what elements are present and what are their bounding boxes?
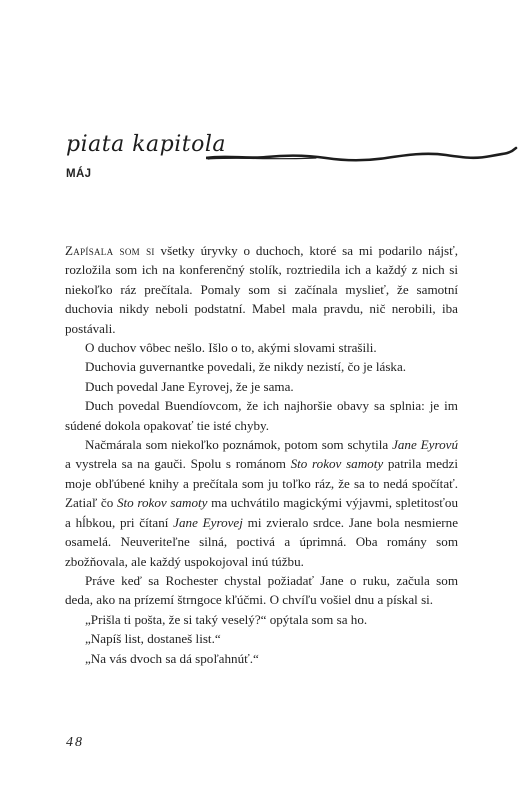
paragraph-text: ma uchvátilo magickými výjavmi, spletitosťou a hĺbkou, pri čítaní [65,495,458,530]
paragraph-lead: Zapísala som si [65,243,155,258]
book-title: Jane Eyrovej [173,514,243,530]
paragraph [65,435,458,571]
paragraph: Práve keď sa Rochester chystal požiadať Jane o ruku, začula som deda, ako na prízemí štrngoce kľúčmi. O chvíľu vošiel dnu a pískal si. [65,572,458,608]
paragraph-text: a vystrela sa na gauči. Spolu s románom [65,456,291,472]
dialogue-line: „Prišla ti pošta, že si taký veselý?“ opýtala som sa ho. [85,611,368,627]
paragraph: Duch povedal Jane Eyrovej, že je sama. [85,378,294,394]
dialogue-line: „Napíš list, dostaneš list.“ [85,631,221,647]
paragraph-text: mi zvieralo srdce. Jane bola nesmierne osamelá. Neuveriteľne silná, poctivá a úprimná. Oba romány som zbožňovala, ale každý uspokojoval inú túžbu. [65,514,459,569]
paragraph: Duch povedal Buendíovcom, že ich najhoršie obavy sa splnia: je im súdené dokola opakovať tie isté chyby. [65,398,458,433]
page-number: 48 [66,735,84,750]
chapter-title: piata kapitola [66,132,226,157]
body-text [65,241,458,668]
chapter-heading [66,124,520,184]
chapter-subtitle: MÁJ [66,168,92,180]
dialogue-line: „Na vás dvoch sa dá spoľahnúť.“ [85,650,259,666]
book-title: Sto rokov samoty [116,495,208,511]
wavy-rule-icon [206,128,520,168]
paragraph-text: Načmárala som niekoľko poznámok, potom som schytila [85,437,393,453]
paragraph [65,241,458,338]
book-title: Jane Eyrovú [392,437,458,453]
book-title: Sto rokov samoty [290,456,384,472]
paragraph-text: patrila medzi moje obľúbené knihy a prečítala som ju toľko ráz, že sa to nedá spočítať. Zatiaľ čo [65,456,459,511]
paragraph-text: všetky úryvky o duchoch, ktoré sa mi podarilo nájsť, rozložila som ich na konferenčný stolík, roztriedila ich a každý z nich si niekoľko ráz prečítala. Pomaly som si začínala myslieť, že samotní duchovia nikdy neboli podstatní. Mabel mala pravdu, nič nerobili, iba postávali. [65,243,458,336]
paragraph: O duchov vôbec nešlo. Išlo o to, akými slovami strašili. [85,340,377,356]
paragraph: Duchovia guvernantke povedali, že nikdy nezistí, čo je láska. [85,359,407,375]
